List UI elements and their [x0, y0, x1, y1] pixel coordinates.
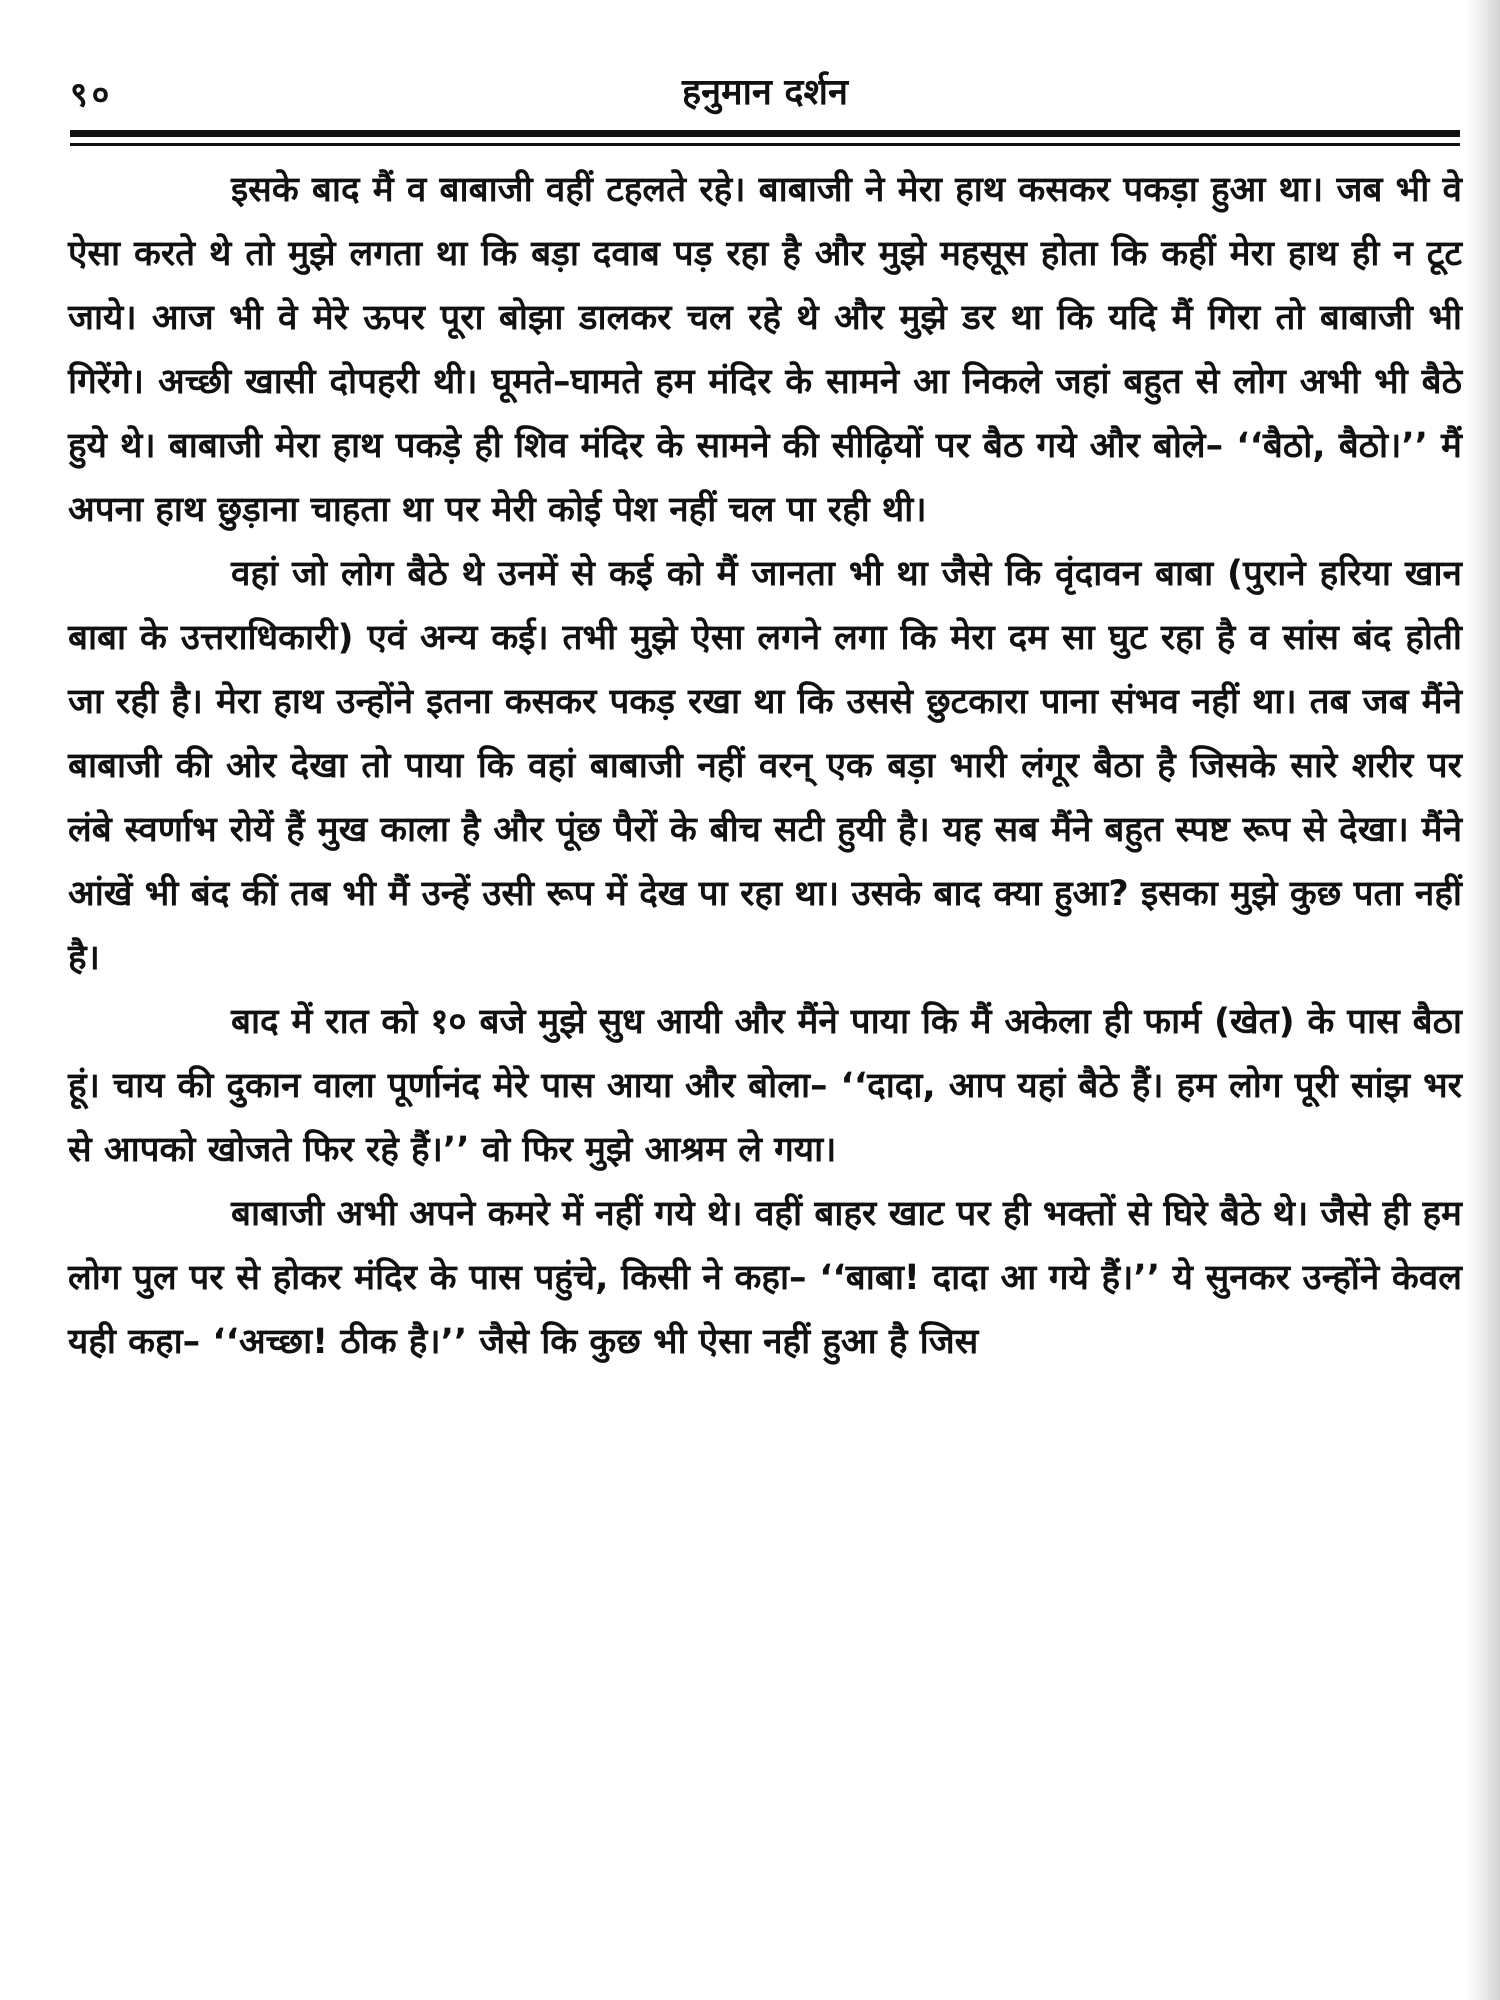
header-rule-thick — [70, 130, 1460, 137]
running-title: हनुमान दर्शन — [681, 72, 849, 113]
page-header — [70, 62, 1460, 122]
paragraph-1: इसके बाद मैं व बाबाजी वहीं टहलते रहे। बाबाजी ने मेरा हाथ कसकर पकड़ा हुआ था। जब भी वे ऐसा करते थे तो मुझे लगता था कि बड़ा दवाब पड़ रहा है और मुझे महसूस होता कि कहीं मेरा हाथ ही न टूट जाये। आज भी वे मेरे ऊपर पूरा बोझा डालकर चल रहे थे और मुझे डर था कि यदि मैं गिरा तो बाबाजी भी गिरेंगे। अच्छी खासी दोपहरी थी। घूमते–घामते हम मंदिर के सामने आ निकले जहां बहुत से लोग अभी भी बैठे हुये थे। बाबाजी मेरा हाथ पकड़े ही शिव मंदिर के सामने की सीढ़ियों पर बैठ गये और बोले– ‘‘बैठो, बैठो।’’ मैं अपना हाथ छुड़ाना चाहता था पर मेरी कोई पेश नहीं चल पा रही थी। — [68, 170, 1462, 530]
paragraph-3: बाद में रात को १० बजे मुझे सुध आयी और मैंने पाया कि मैं अकेला ही फार्म (खेत) के पास बैठा हूं। चाय की दुकान वाला पूर्णानंद मेरे पास आया और बोला– ‘‘दादा, आप यहां बैठे हैं। हम लोग पूरी सांझ भर से आपको खोजते फिर रहे हैं।’’ वो फिर मुझे आश्रम ले गया। — [68, 1002, 1462, 1170]
header-rule-thin — [70, 143, 1460, 146]
body-text — [68, 158, 1462, 1374]
page-number: ९० — [70, 75, 114, 115]
page-edge-shadow — [1466, 0, 1500, 2000]
paragraph-2: वहां जो लोग बैठे थे उनमें से कई को मैं जानता भी था जैसे कि वृंदावन बाबा (पुराने हरिया खान बाबा के उत्तराधिकारी) एवं अन्य कई। तभी मुझे ऐसा लगने लगा कि मेरा दम सा घुट रहा है व सांस बंद होती जा रही है। मेरा हाथ उन्होंने इतना कसकर पकड़ रखा था कि उससे छुटकारा पाना संभव नहीं था। तब जब मैंने बाबाजी की ओर देखा तो पाया कि वहां बाबाजी नहीं वरन् एक बड़ा भारी लंगूर बैठा है जिसके सारे शरीर पर लंबे स्वर्णाभ रोयें हैं मुख काला है और पूंछ पैरों के बीच सटी हुयी है। यह सब मैंने बहुत स्पष्ट रूप से देखा। मैंने आंखें भी बंद कीं तब भी मैं उन्हें उसी रूप में देख पा रहा था। उसके बाद क्या हुआ? इसका मुझे कुछ पता नहीं है। — [68, 554, 1462, 978]
paragraph-4: बाबाजी अभी अपने कमरे में नहीं गये थे। वहीं बाहर खाट पर ही भक्तों से घिरे बैठे थे। जैसे ही हम लोग पुल पर से होकर मंदिर के पास पहुंचे, किसी ने कहा– ‘‘बाबा! दादा आ गये हैं।’’ ये सुनकर उन्होंने केवल यही कहा– ‘‘अच्छा! ठीक है।’’ जैसे कि कुछ भी ऐसा नहीं हुआ है जिस — [68, 1194, 1462, 1362]
